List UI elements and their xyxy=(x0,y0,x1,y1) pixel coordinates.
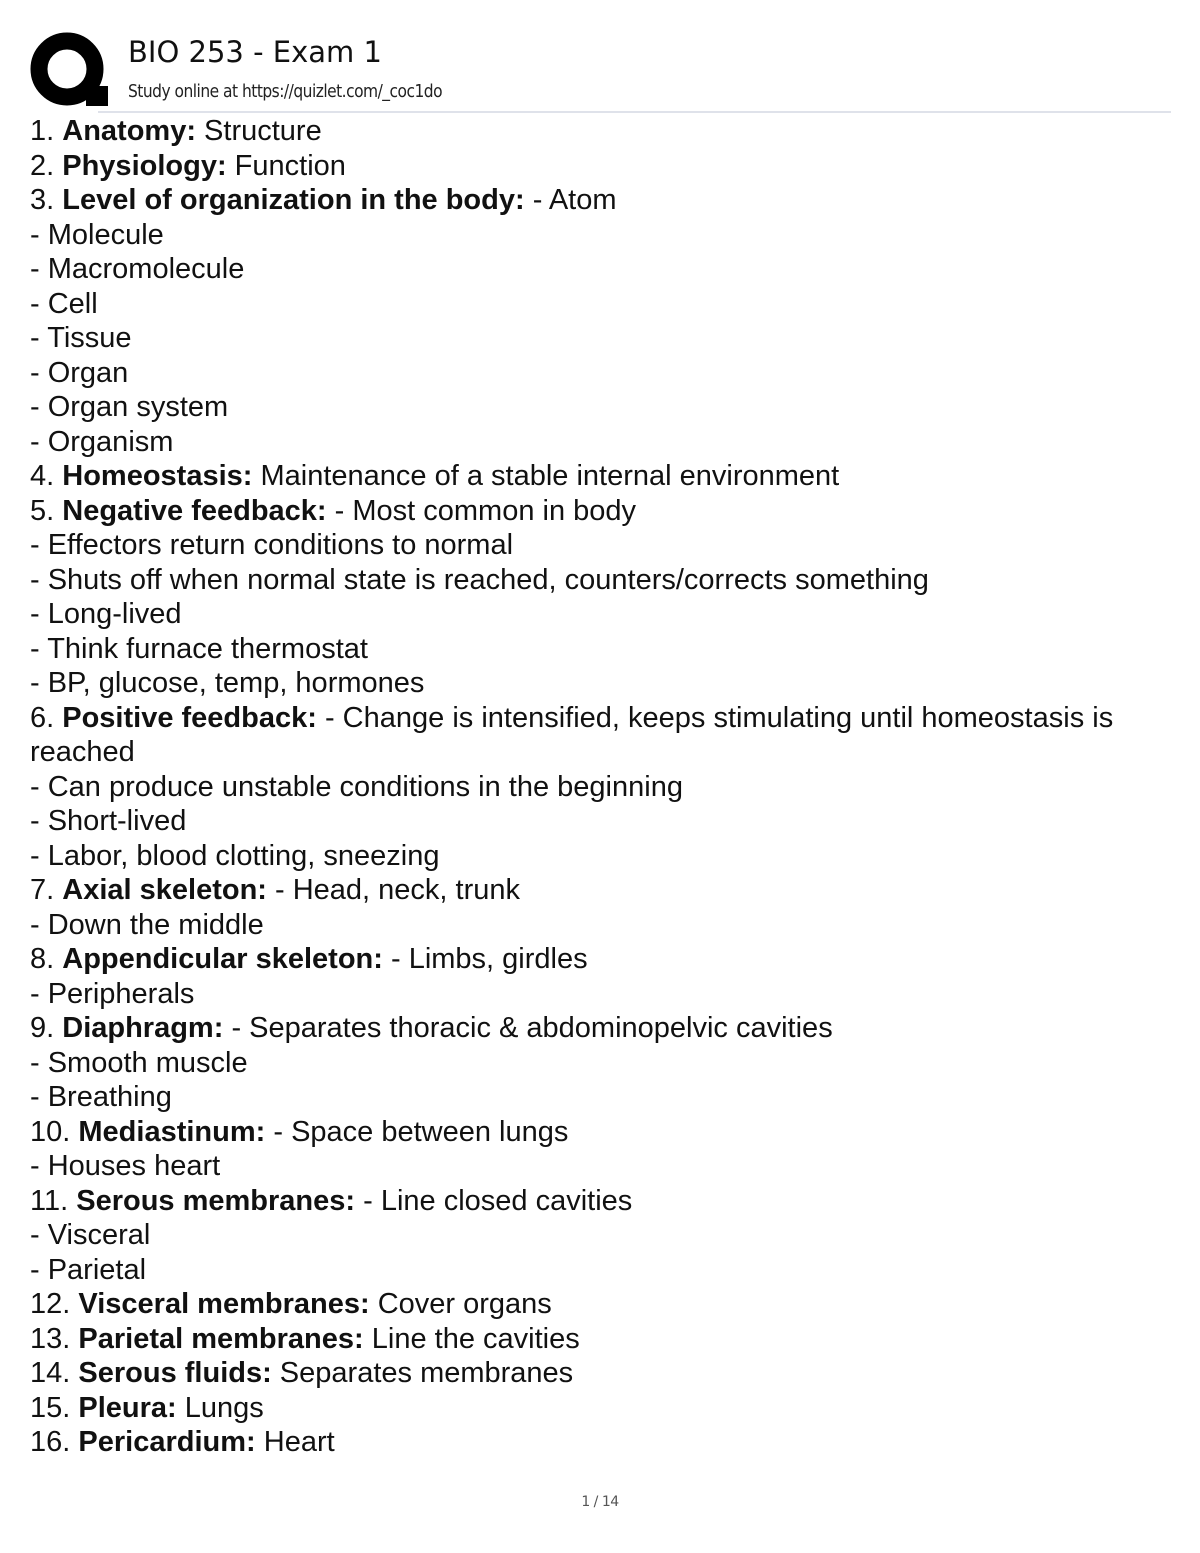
term-number: 15. xyxy=(30,1391,71,1424)
term-number: 16. xyxy=(30,1426,71,1458)
term-definition: Lungs xyxy=(176,1391,264,1424)
term-item xyxy=(30,183,1170,218)
definition-continuation: - Long-lived xyxy=(30,598,182,630)
term-item xyxy=(30,1425,1170,1460)
term-definition: Heart xyxy=(255,1426,335,1458)
term-number: 14. xyxy=(30,1357,71,1389)
term-definition: - Head, neck, trunk xyxy=(266,874,520,906)
term-label: Visceral membranes: xyxy=(78,1288,370,1320)
term-item xyxy=(30,459,1170,494)
definition-continuation: - Breathing xyxy=(30,1081,172,1113)
term-item xyxy=(30,1356,1170,1391)
term-definition: Separates membranes xyxy=(271,1357,574,1389)
term-definition: - Most common in body xyxy=(326,494,637,527)
term-number: 1. xyxy=(30,115,55,147)
term-definition: - Change is intensified, keeps stimulating until homeostasis is reached xyxy=(30,701,1114,768)
definition-continuation: - BP, glucose, temp, hormones xyxy=(30,667,425,699)
term-number: 5. xyxy=(30,494,55,527)
term-number: 10. xyxy=(30,1115,71,1148)
document-title: BIO 253 - Exam 1 xyxy=(128,35,382,69)
definition-continuation: - Labor, blood clotting, sneezing xyxy=(30,839,440,872)
term-definition: Function xyxy=(226,149,346,182)
term-number: 3. xyxy=(30,184,55,216)
definition-continuation: - Macromolecule xyxy=(30,253,245,285)
definition-continuation: - Parietal xyxy=(30,1253,147,1286)
document-header xyxy=(30,30,1170,112)
definition-continuation: - Can produce unstable conditions in the beginning xyxy=(30,770,683,803)
term-label: Pericardium: xyxy=(78,1426,256,1458)
definition-continuation: - Peripherals xyxy=(30,977,195,1010)
definition-continuation: - Short-lived xyxy=(30,805,187,837)
term-definition: Line the cavities xyxy=(363,1322,580,1355)
term-label: Parietal membranes: xyxy=(78,1322,364,1355)
definition-continuation: - Organ xyxy=(30,356,129,389)
term-label: Axial skeleton: xyxy=(62,874,267,906)
term-definition: - Separates thoracic & abdominopelvic cavities xyxy=(223,1012,833,1044)
term-label: Mediastinum: xyxy=(78,1115,266,1148)
definition-continuation: - Think furnace thermostat xyxy=(30,632,368,665)
term-number: 8. xyxy=(30,943,55,975)
term-item xyxy=(30,114,1170,149)
term-item xyxy=(30,1115,1170,1150)
page-indicator: 1 / 14 xyxy=(581,1494,619,1510)
term-label: Positive feedback: xyxy=(62,701,317,734)
term-number: 4. xyxy=(30,460,55,492)
term-number: 2. xyxy=(30,149,55,182)
definition-continuation: - Tissue xyxy=(30,322,132,354)
term-item xyxy=(30,701,1170,770)
definition-continuation: - Houses heart xyxy=(30,1150,221,1182)
term-number: 11. xyxy=(30,1184,69,1217)
term-label: Pleura: xyxy=(78,1391,177,1424)
term-definition: - Limbs, girdles xyxy=(382,943,588,975)
term-label: Level of organization in the body: xyxy=(62,184,525,216)
term-number: 9. xyxy=(30,1012,55,1044)
term-item xyxy=(30,942,1170,977)
term-label: Homeostasis: xyxy=(62,460,253,492)
definition-continuation: - Molecule xyxy=(30,218,164,251)
term-item xyxy=(30,1287,1170,1322)
term-label: Appendicular skeleton: xyxy=(62,943,383,975)
term-item xyxy=(30,494,1170,529)
term-number: 13. xyxy=(30,1322,71,1355)
term-label: Serous fluids: xyxy=(78,1357,272,1389)
term-label: Diaphragm: xyxy=(62,1012,224,1044)
flashcard-list xyxy=(30,114,1170,1460)
definition-continuation: - Shuts off when normal state is reached, counters/corrects something xyxy=(30,563,929,596)
term-label: Serous membranes: xyxy=(76,1184,356,1217)
term-definition: Cover organs xyxy=(369,1288,552,1320)
term-item xyxy=(30,873,1170,908)
definition-continuation: - Smooth muscle xyxy=(30,1046,248,1079)
term-number: 12. xyxy=(30,1288,71,1320)
term-definition: Structure xyxy=(195,115,322,147)
term-definition: Maintenance of a stable internal environment xyxy=(252,460,840,492)
definition-continuation: - Cell xyxy=(30,287,98,320)
definition-continuation: - Down the middle xyxy=(30,908,264,941)
term-definition: - Line closed cavities xyxy=(355,1184,633,1217)
term-label: Negative feedback: xyxy=(62,494,327,527)
term-number: 7. xyxy=(30,874,55,906)
quizlet-logo-icon xyxy=(30,32,110,112)
term-item xyxy=(30,1322,1170,1357)
term-item xyxy=(30,1391,1170,1426)
definition-continuation: - Organ system xyxy=(30,391,229,423)
definition-continuation: - Organism xyxy=(30,425,174,458)
header-divider xyxy=(98,111,1171,113)
term-definition: - Atom xyxy=(524,184,617,216)
term-definition: - Space between lungs xyxy=(265,1115,569,1148)
term-number: 6. xyxy=(30,701,55,734)
term-item xyxy=(30,149,1170,184)
term-label: Anatomy: xyxy=(62,115,196,147)
study-online-link[interactable]: Study online at https://quizlet.com/_coc1do xyxy=(128,81,443,102)
term-item xyxy=(30,1011,1170,1046)
definition-continuation: - Effectors return conditions to normal xyxy=(30,529,514,561)
term-label: Physiology: xyxy=(62,149,227,182)
term-item xyxy=(30,1184,1170,1219)
definition-continuation: - Visceral xyxy=(30,1219,151,1251)
